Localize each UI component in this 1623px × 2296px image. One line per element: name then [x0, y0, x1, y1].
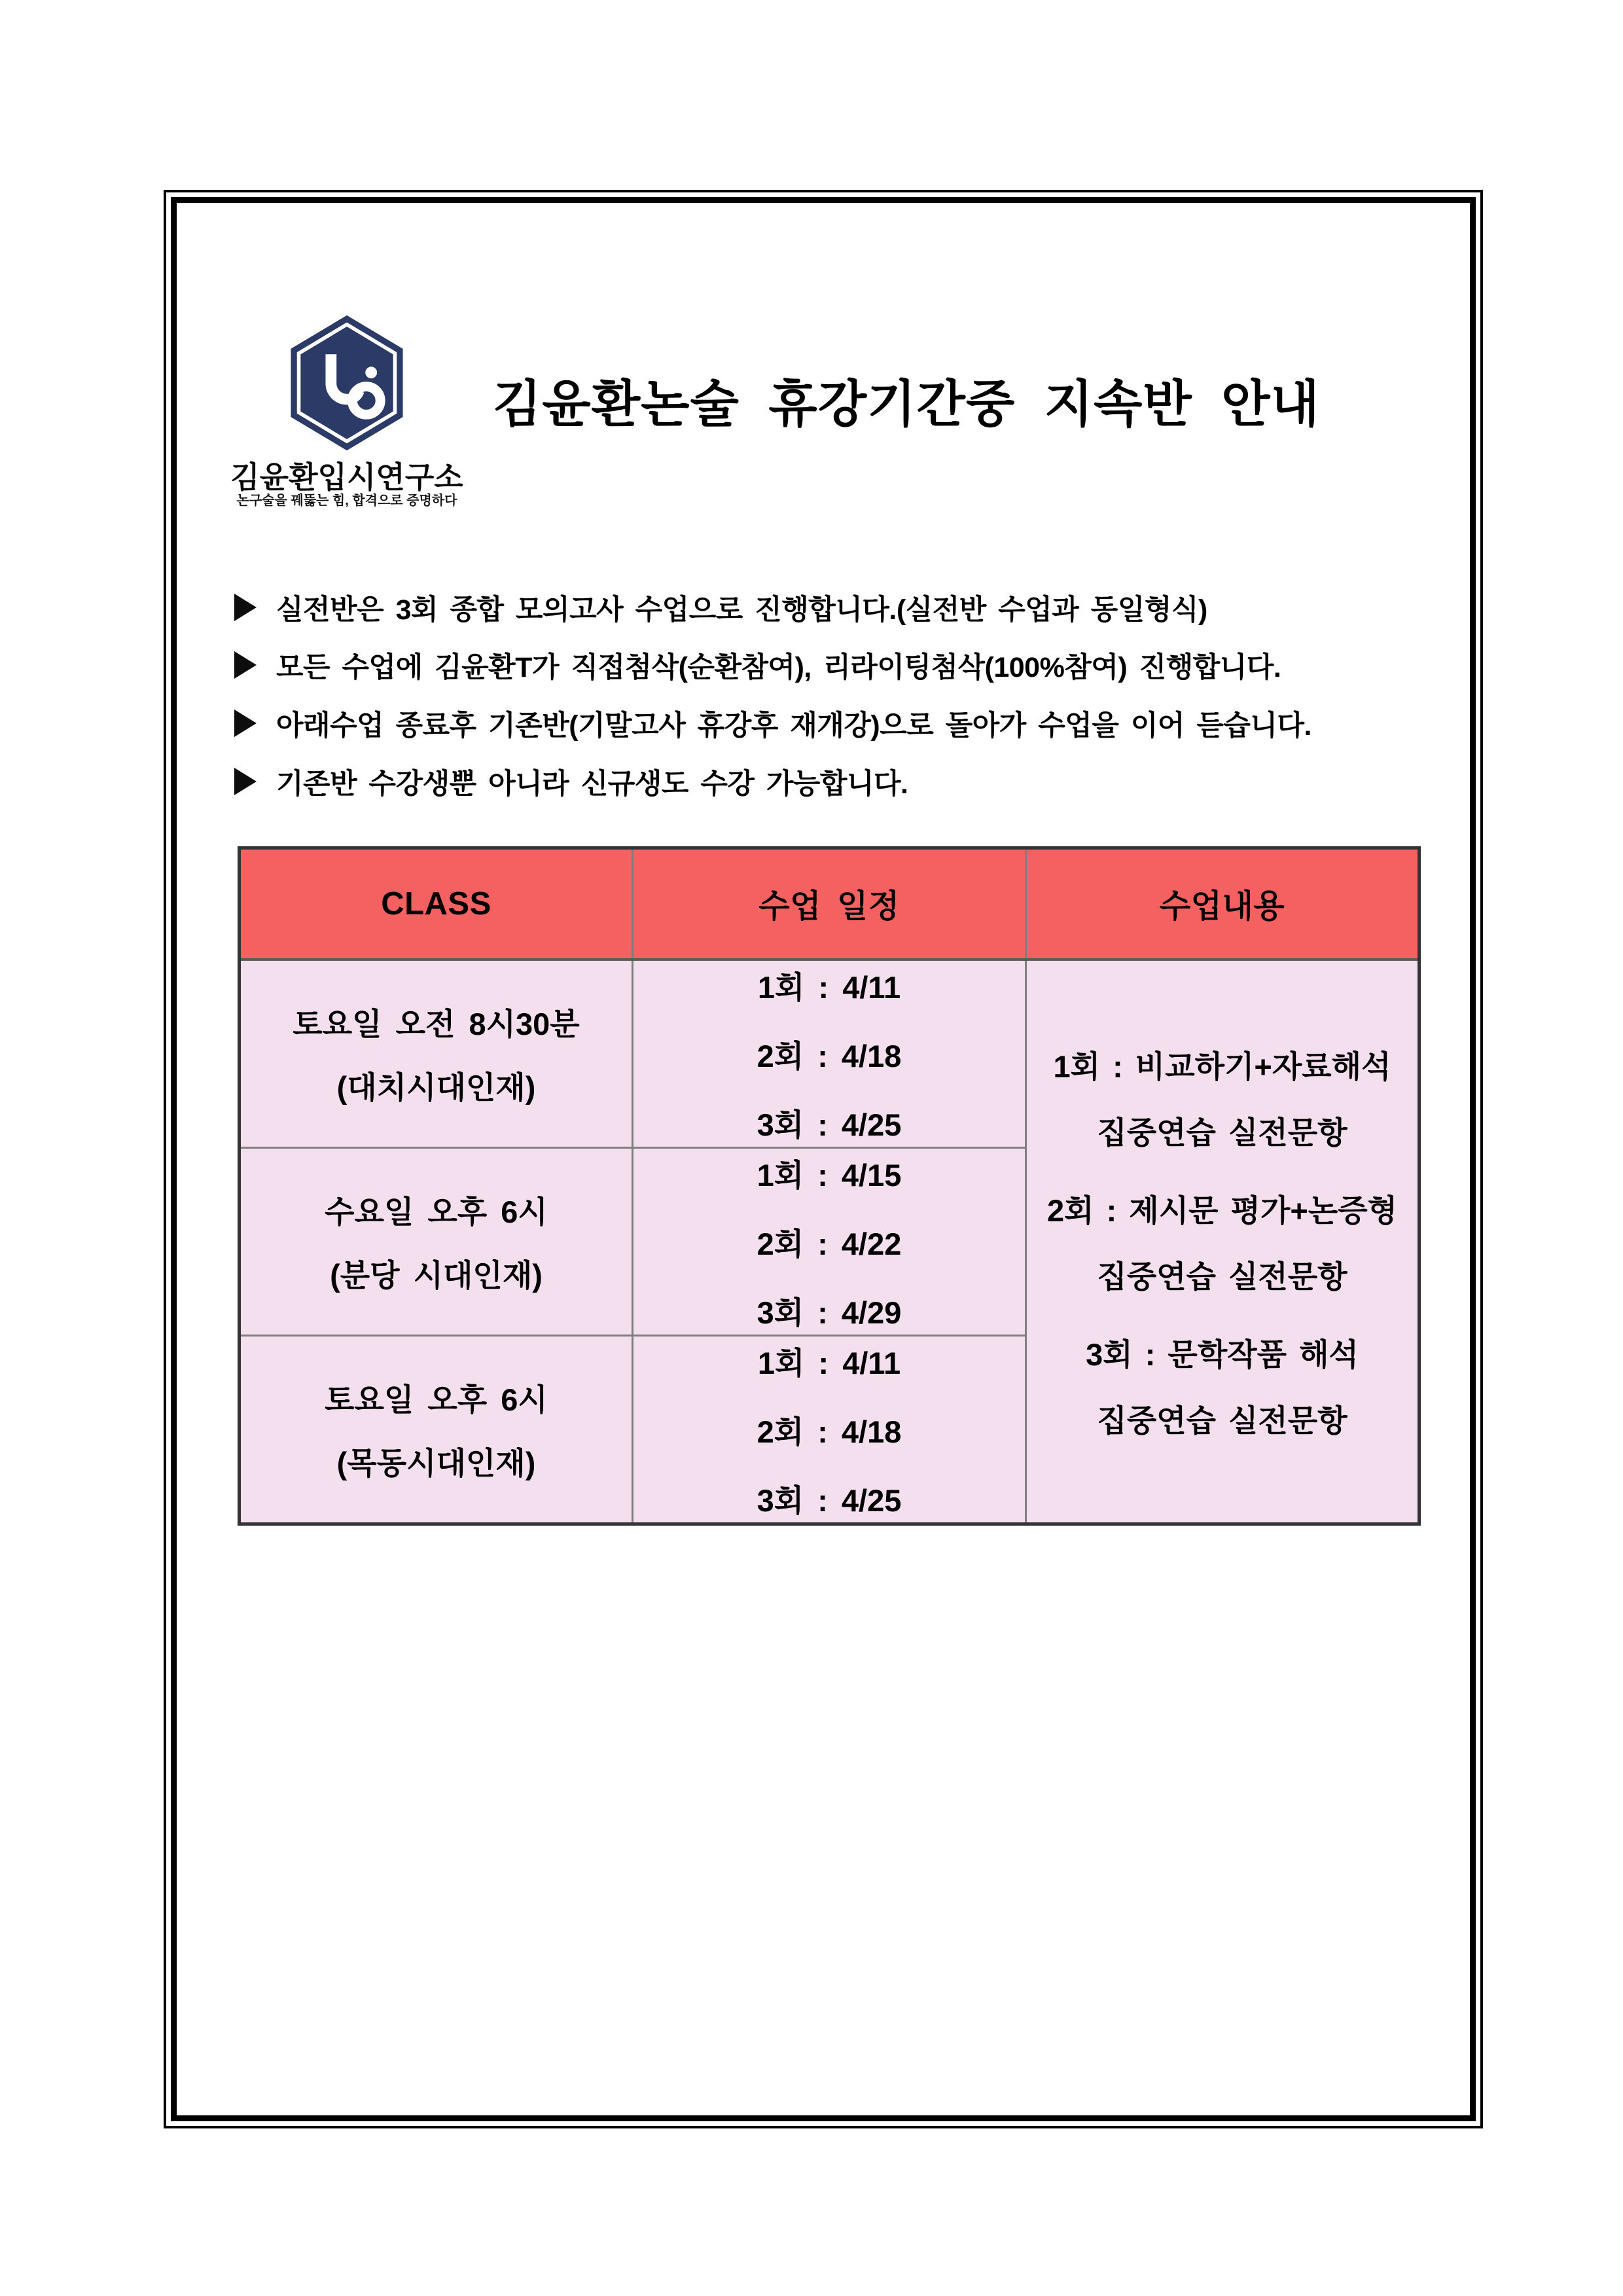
- bullet-item: [234, 648, 1419, 682]
- schedule-table-wrapper: [238, 846, 1421, 1526]
- bullet-text: 기존반 수강생뿐 아니라 신규생도 수강 가능합니다.: [276, 768, 908, 800]
- institute-logo-hexagon-icon: [286, 313, 408, 453]
- content-cell: [1026, 960, 1419, 1524]
- content-block: [1047, 1187, 1397, 1297]
- class-location: (분당 시대인재): [330, 1258, 543, 1293]
- schedule-cell: [633, 960, 1026, 1148]
- content-block: [1054, 1043, 1391, 1153]
- class-location: (목동시대인재): [336, 1446, 536, 1480]
- schedule-line: 3회 : 4/25: [757, 1107, 902, 1142]
- institute-tagline: 논구술을 꿰뚫는 힘, 합격으로 증명하다: [236, 493, 457, 508]
- bullet-arrow-icon: [234, 594, 257, 621]
- content-line: 3회 : 문학작품 해석: [1086, 1337, 1359, 1372]
- bullet-arrow-icon: [234, 651, 257, 679]
- content-line: 집중연습 실전문항: [1097, 1115, 1347, 1150]
- schedule-line: 1회 : 4/11: [757, 1345, 901, 1380]
- bullet-item: [234, 590, 1419, 624]
- content-block: [1086, 1331, 1359, 1441]
- class-cell: [240, 1336, 633, 1524]
- class-cell: [240, 1148, 633, 1336]
- header-class: CLASS: [240, 848, 633, 960]
- schedule-cell: [633, 1336, 1026, 1524]
- bullet-text: 모든 수업에 김윤환T가 직접첨삭(순환참여), 리라이팅첨삭(100%참여) 진행합니다.: [276, 651, 1281, 683]
- header-schedule: 수업 일정: [633, 848, 1026, 960]
- content-line: 집중연습 실전문항: [1097, 1259, 1347, 1294]
- schedule-line: 2회 : 4/18: [757, 1414, 902, 1449]
- table-row: [240, 960, 1419, 1148]
- content-line: 집중연습 실전문항: [1097, 1403, 1347, 1438]
- bullet-text: 실전반은 3회 종합 모의고사 수업으로 진행합니다.(실전반 수업과 동일형식): [276, 594, 1207, 626]
- class-time: 토요일 오전 8시30분: [293, 1007, 580, 1041]
- bullet-item: [234, 706, 1419, 740]
- content-line: 1회 : 비교하기+자료해석: [1053, 1049, 1391, 1084]
- class-time: 토요일 오후 6시: [325, 1382, 548, 1417]
- schedule-table: [238, 846, 1421, 1526]
- class-location: (대치시대인재): [336, 1070, 536, 1105]
- schedule-cell: [633, 1148, 1026, 1336]
- page-title: 김윤환논술 휴강기간중 지속반 안내: [493, 376, 1320, 433]
- content-line: 2회 : 제시문 평가+논증형: [1046, 1193, 1398, 1228]
- table-header-row: [240, 848, 1419, 960]
- bullet-arrow-icon: [234, 768, 257, 795]
- bullet-text: 아래수업 종료후 기존반(기말고사 휴강후 재개강)으로 돌아가 수업을 이어 듣습니다.: [276, 709, 1311, 742]
- schedule-line: 1회 : 4/11: [757, 969, 901, 1005]
- schedule-line: 2회 : 4/18: [757, 1038, 902, 1073]
- schedule-line: 3회 : 4/25: [757, 1482, 902, 1518]
- institute-name: 김윤환입시연구소: [230, 460, 463, 494]
- class-cell: [240, 960, 633, 1148]
- bullet-arrow-icon: [234, 709, 257, 737]
- schedule-line: 3회 : 4/29: [757, 1295, 902, 1330]
- bullet-item: [234, 764, 1419, 798]
- class-time: 수요일 오후 6시: [325, 1194, 548, 1229]
- schedule-line: 1회 : 4/15: [757, 1157, 902, 1193]
- header-content: 수업내용: [1026, 848, 1419, 960]
- schedule-line: 2회 : 4/22: [757, 1226, 902, 1261]
